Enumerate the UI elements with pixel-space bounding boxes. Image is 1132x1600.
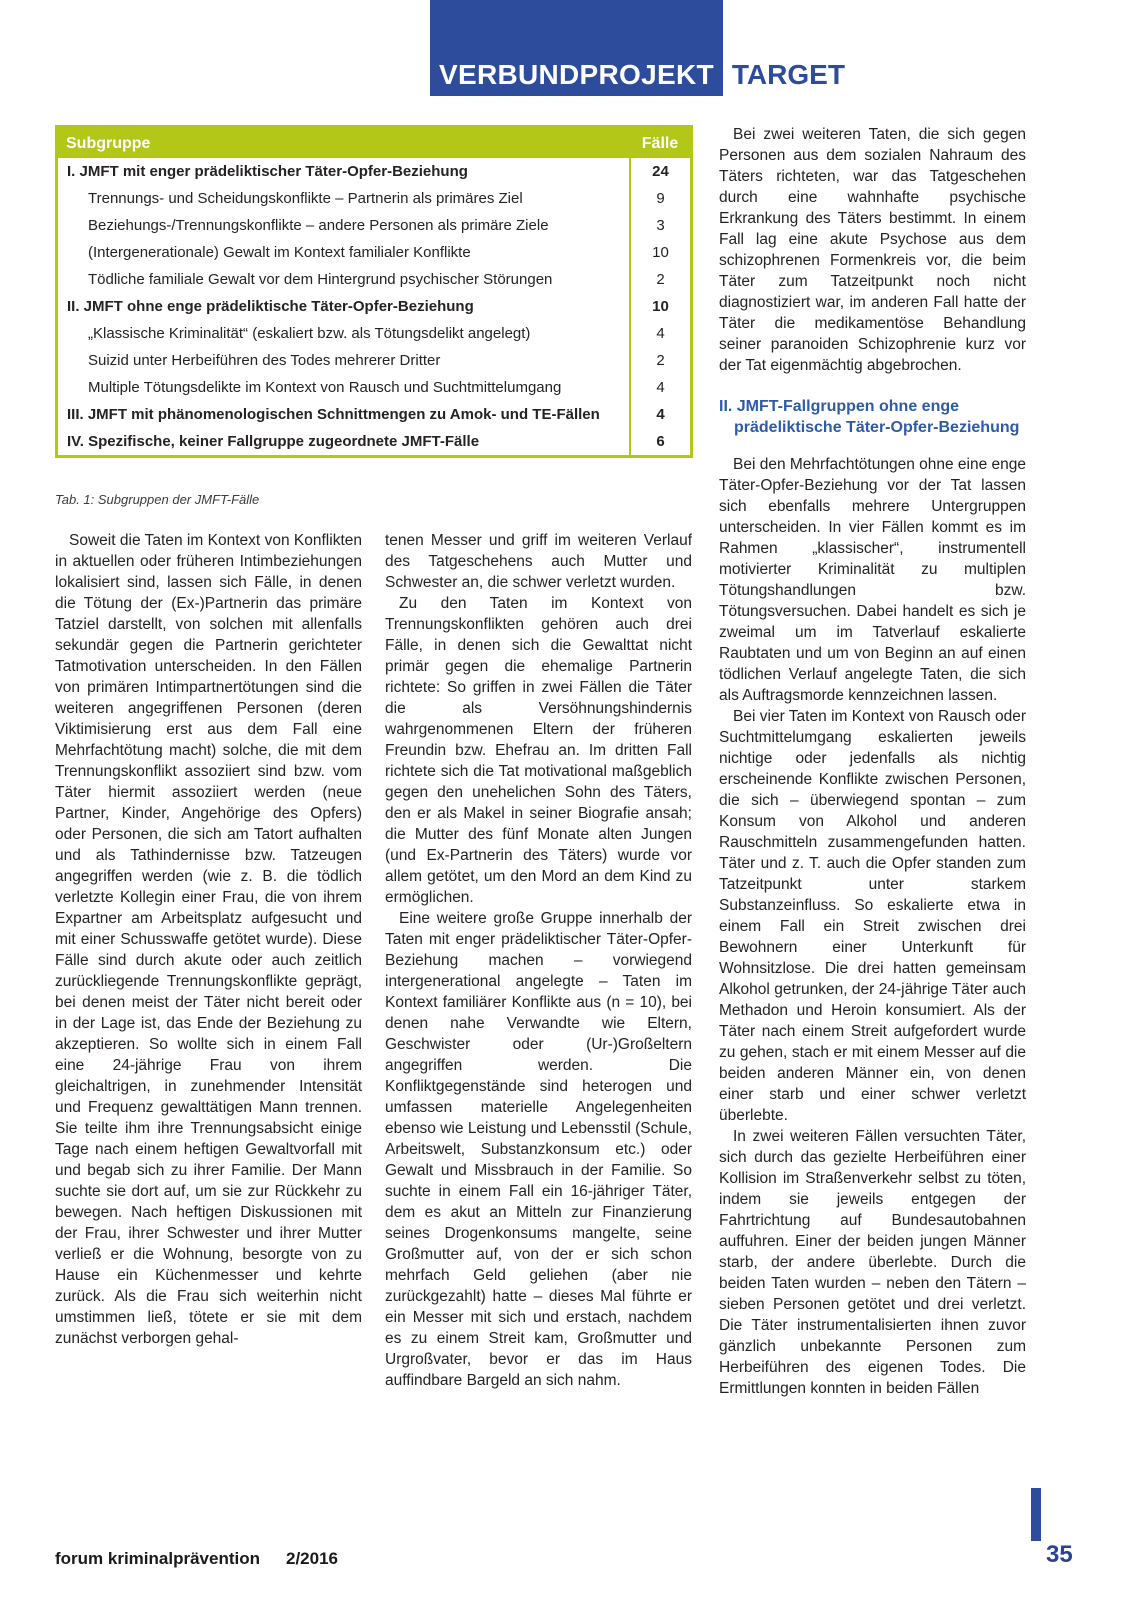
right-column-body bbox=[719, 454, 1026, 1399]
table-row-value: 6 bbox=[630, 428, 692, 457]
table-row-value: 4 bbox=[630, 320, 692, 347]
table-row-label: Trennungs- und Scheidungskonflikte – Partnerin als primäres Ziel bbox=[88, 190, 523, 207]
body-paragraph: Bei vier Taten im Kontext von Rausch oder Suchtmittelumgang eskalierten jeweils nichtige oder jedenfalls als nichtig erscheinende Konflikte zwischen Personen, die sich – überwiegend spontan – zum Konsum von Alkohol und anderen Rauschmitteln zusammengefunden hatten. Täter und z. T. auch die Opfer standen zum Tatzeitpunkt unter starkem Substanzeinfluss. So eskalierte etwa in einem Fall ein Streit zwischen drei Bewohnern einer Unterkunft für Wohnsitzlose. Die drei hatten gemeinsam Alkohol getrunken, der 24-jährige Täter auch Methadon und Heroin konsumiert. Als der Täter nach einem Streit aufgefordert wurde zu gehen, stach er mit einem Messer auf die beiden anderen Männer ein, von denen einer starb und einer schwer verletzt überlebte. bbox=[719, 708, 1026, 1124]
table-row bbox=[57, 347, 692, 374]
subgroups-table-head bbox=[57, 127, 692, 159]
table-row-value: 2 bbox=[630, 347, 692, 374]
table-row bbox=[57, 185, 692, 212]
table-row-label: „Klassische Kriminalität“ (eskaliert bzw. als Tötungsdelikt angelegt) bbox=[88, 325, 531, 342]
brand-suffix-label: TARGET bbox=[731, 59, 845, 90]
table-row-label: Tödliche familiale Gewalt vor dem Hintergrund psychischer Störungen bbox=[88, 271, 553, 288]
table-row-value: 10 bbox=[630, 293, 692, 320]
footer bbox=[55, 1549, 338, 1569]
table-row-value: 2 bbox=[630, 266, 692, 293]
table-row-value: 10 bbox=[630, 239, 692, 266]
body-paragraph: Soweit die Taten im Kontext von Konflikten in aktuellen oder früheren Intimbeziehungen lokalisiert sind, lassen sich Fälle, in denen die Tötung der (Ex-)Partnerin das primäre Tatziel darstellt, von solchen mit allenfalls sekundär gegen die Partnerin gerichteter Tatmotivation unterscheiden. In den Fällen von primären Intimpartnertötungen sind die weiteren angegriffenen Personen (deren Viktimisierung erst aus dem Fall eine Mehrfachtötung macht) solche, die mit dem Trennungskonflikt assoziiert sind bzw. vom Täter hiermit assoziiert werden (neue Partner, Kinder, Angehörige des Opfers) oder Personen, die sich am Tatort aufhalten und als Tathindernisse bzw. Tatzeugen angegriffen werden (wie z. B. die tödlich verletzte Kollegin einer Frau, die von ihrem Expartner am Arbeitsplatz aufgesucht und mit einer Schusswaffe getötet wurde). Diese Fälle sind durch akute oder auch zeitlich zurückliegende Trennungskonflikte geprägt, bei denen meist der Täter nicht bereit oder in der Lage ist, das Ende der Beziehung zu akzeptieren. So wollte sich in einem Fall eine 24-jährige Frau von ihrem gleichaltrigen, in zunehmender Intensität und Frequenz gewalttätigen Mann trennen. Sie teilte ihm ihre Trennungsabsicht einige Tage nach einem heftigen Gewaltvorfall mit und begab sich zu ihrer Familie. Der Mann suchte sie dort auf, um sie zur Rückkehr zu bewegen. Nach heftigen Diskussionen mit der Frau, ihrer Schwester und ihrer Mutter verließ er die Wohnung, besorgte von zu Hause ein Küchenmesser und kehrte zurück. Als die Frau sich weiterhin nicht umstimmen ließ, tötete er sie mit dem zunächst verborgen gehal- bbox=[55, 532, 362, 1347]
text-column-middle bbox=[385, 530, 692, 1518]
body-paragraph: Zu den Taten im Kontext von Trennungskonflikten gehören auch drei Fälle, in denen sich die Gewalttat nicht primär gegen die ehemalige Partnerin richtete: So griffen in zwei Fällen die Täter die als Versöhnungshindernis wahrgenommenen Eltern der früheren Freundin bzw. Ehefrau an. Im dritten Fall richtete sich die Tat motivational maßgeblich gegen den unehelichen Sohn des Täters, den er als Makel in seiner Biografie ansah; die Mutter des fünf Monate alten Jungen (und Ex-Partnerin des Täters) wurde vor allem getötet, um den Mord an dem Kind zu ermöglichen. bbox=[385, 595, 692, 906]
table-caption: Tab. 1: Subgruppen der JMFT-Fälle bbox=[55, 492, 260, 507]
column-header-cases: Fälle bbox=[630, 127, 692, 159]
table-row bbox=[57, 374, 692, 401]
body-paragraph: In zwei weiteren Fällen versuchten Täter, sich durch das gezielte Herbeiführen einer Kollision im Straßenverkehr selbst zu töten, indem sie jeweils entgegen der Fahrtrichtung auf Bundesautobahnen auffuhren. Einer der beiden jungen Männer starb, der andere überlebte. Durch die beiden Taten wurden – neben den Tätern – sieben Personen getötet und drei verletzt. Die Täter instrumentalisierten ihnen zuvor gänzlich unbekannte Personen zum Herbeiführen des eigenen Todes. Die Ermittlungen konnten in beiden Fällen bbox=[719, 1128, 1026, 1397]
table-row-label: (Intergenerationale) Gewalt im Kontext familialer Konflikte bbox=[88, 244, 471, 261]
table-row-label: III. JMFT mit phänomenologischen Schnittmengen zu Amok- und TE-Fällen bbox=[67, 406, 600, 423]
table-row-value: 3 bbox=[630, 212, 692, 239]
table-row-label: Suizid unter Herbeiführen des Todes mehrerer Dritter bbox=[88, 352, 441, 369]
table-row bbox=[57, 158, 692, 185]
subgroups-table-body bbox=[57, 158, 692, 457]
body-paragraph: tenen Messer und griff im weiteren Verlauf des Tatgeschehens auch Mutter und Schwester an, die schwer verletzt wurden. bbox=[385, 532, 692, 591]
table-row-label: II. JMFT ohne enge prädeliktische Täter-Opfer-Beziehung bbox=[67, 298, 474, 315]
text-column-right bbox=[719, 124, 1026, 1518]
page-number: 35 bbox=[1046, 1541, 1073, 1568]
column-header-subgroup: Subgruppe bbox=[57, 127, 631, 159]
table-row-value: 24 bbox=[630, 158, 692, 185]
table-row bbox=[57, 428, 692, 457]
body-paragraph: Eine weitere große Gruppe innerhalb der Taten mit enger prädeliktischer Täter-Opfer-Beziehung machen – vorwiegend intergenerational angelegte – Taten im Kontext familiärer Konflikte aus (n = 10), bei denen nahe Verwandte wie Eltern, Geschwister oder (Ur-)Großeltern angegriffen werden. Die Konfliktgegenstände sind heterogen und umfassen materielle Angelegenheiten ebenso wie Leistung und Lebensstil (Schule, Arbeitswelt, Substanzkonsum etc.) oder Gewalt und Missbrauch in der Familie. So suchte in einem Fall ein 16-jähriger Täter, dem es akut an Mitteln zur Finanzierung seines Drogenkonsums mangelte, seine Großmutter auf, von der er sich schon mehrfach Geld geliehen (aber nie zurückgezahlt) hatte – dieses Mal führte er ein Messer mit sich und erstach, nachdem es zu einem Streit kam, Großmutter und Urgroßvater, bevor er das im Haus auffindbare Bargeld an sich nahm. bbox=[385, 910, 692, 1389]
footer-issue: 2/2016 bbox=[285, 1549, 338, 1568]
table-header-row bbox=[57, 127, 692, 159]
table-row-label: Multiple Tötungsdelikte im Kontext von Rausch und Suchtmittelumgang bbox=[88, 379, 562, 396]
body-paragraph: Bei den Mehrfachtötungen ohne eine enge Täter-Opfer-Beziehung vor der Tat lassen sich ebenfalls mehrere Untergruppen unterscheiden. In vier Fällen kommt es im Rahmen „klassischer“, instrumentell motivierter Kriminalität zu multiplen Tötungshandlungen bzw. Tötungsversuchen. Dabei handelt es sich je zweimal um im Tatverlauf eskalierte Raubtaten und um von Beginn an auf einen tödlichen Verlauf angelegte Taten, die sich als Auftragsmorde kennzeichnen lassen. bbox=[719, 456, 1026, 704]
brand-box-label: VERBUNDPROJEKT bbox=[430, 0, 723, 96]
header-brand bbox=[430, 0, 845, 96]
table-row bbox=[57, 401, 692, 428]
table-row-label: I. JMFT mit enger prädeliktischer Täter-Opfer-Beziehung bbox=[67, 163, 468, 180]
table-row-value: 4 bbox=[630, 401, 692, 428]
page-corner-bar bbox=[1031, 1488, 1041, 1541]
text-column-left bbox=[55, 530, 362, 1518]
table-row bbox=[57, 239, 692, 266]
body-paragraph: Bei zwei weiteren Taten, die sich gegen Personen aus dem sozialen Nahraum des Täters richteten, war das Tatgeschehen durch eine wahnhafte psychische Erkrankung des Täters bestimmt. In einem Fall lag eine akute Psychose aus dem schizophrenen Formenkreis vor, die beim Täter zum Tatzeitpunkt noch nicht diagnostiziert war, im anderen Fall hatte der Täter die medikamentöse Behandlung seiner paranoiden Schizophrenie kurz vor der Tat eigenmächtig abgebrochen. bbox=[719, 126, 1026, 374]
table-row-value: 9 bbox=[630, 185, 692, 212]
table-row-value: 4 bbox=[630, 374, 692, 401]
table-row bbox=[57, 212, 692, 239]
table-row-label: Beziehungs-/Trennungskonflikte – andere Personen als primäre Ziele bbox=[88, 217, 549, 234]
section-heading: II. JMFT-Fallgruppen ohne enge prädeliktische Täter-Opfer-Beziehung bbox=[719, 398, 1020, 436]
table-row bbox=[57, 293, 692, 320]
table-row bbox=[57, 320, 692, 347]
table-row bbox=[57, 266, 692, 293]
right-column-intro bbox=[719, 124, 1026, 376]
subgroups-table bbox=[55, 125, 693, 458]
table-row-label: IV. Spezifische, keiner Fallgruppe zugeordnete JMFT-Fälle bbox=[67, 433, 480, 450]
footer-journal-title: forum kriminalprävention bbox=[55, 1549, 260, 1568]
